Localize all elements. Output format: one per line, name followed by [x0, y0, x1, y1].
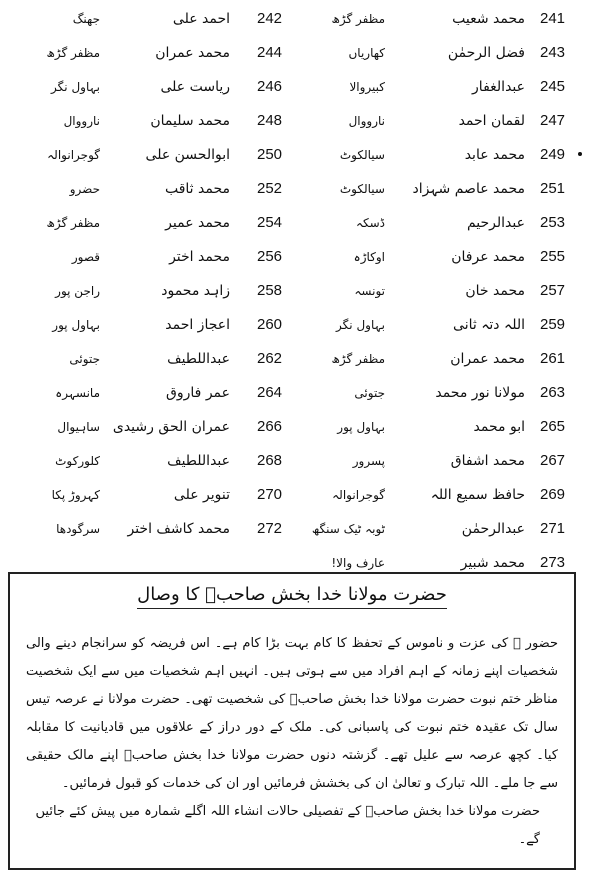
entry-name: محمد عرفان: [451, 249, 525, 265]
entry-name: حافظ سمیع اللہ: [430, 487, 525, 503]
entry-number: 263: [540, 384, 566, 401]
entry-city: سرگودھا: [56, 522, 100, 536]
entry-city: نارووال: [63, 114, 100, 128]
list-row: [0, 376, 590, 410]
entry-name: ابو محمد: [473, 419, 525, 435]
entry-number: 243: [540, 44, 566, 61]
entry-number: 252: [257, 180, 283, 197]
notice-title-text: حضرت مولانا خدا بخش صاحبؒ کا وصال: [137, 584, 447, 609]
notice-title: [10, 584, 574, 605]
entry-number: 267: [540, 452, 566, 469]
entry-city: مظفر گڑھ: [46, 46, 100, 60]
entry-city: سیالکوٹ: [339, 148, 385, 162]
entry-number: 265: [540, 418, 566, 435]
entry-city: بہاول پور: [52, 318, 100, 332]
entry-name: اعجاز احمد: [165, 317, 230, 333]
entry-number: 269: [540, 486, 566, 503]
entry-name: محمد عمران: [450, 351, 525, 367]
entry-name: محمد عابد: [464, 147, 525, 163]
entry-name: محمد شبیر: [460, 555, 525, 571]
entry-name: عبدالغفار: [472, 79, 525, 95]
list-row: [0, 36, 590, 70]
entry-city: عارف والا!: [331, 556, 385, 570]
entry-number: 246: [257, 78, 283, 95]
entry-name: فضل الرحمٰن: [447, 45, 525, 61]
entry-name: عبدالرحمٰن: [461, 521, 525, 537]
entry-name: عبداللطیف: [167, 453, 230, 469]
entry-name: عمر فاروق: [166, 385, 230, 401]
entry-city: مظفر گڑھ: [331, 352, 385, 366]
entry-city: سیالکوٹ: [339, 182, 385, 196]
list-row: [0, 70, 590, 104]
entry-name: عبدالرحیم: [466, 215, 525, 231]
entry-number: 244: [257, 44, 283, 61]
entry-number: 264: [257, 384, 283, 401]
entry-city: ساہیوال: [57, 420, 100, 434]
entry-city: کبیروالا: [349, 80, 385, 94]
entry-name: محمد خان: [465, 283, 525, 299]
entry-name: ابوالحسن علی: [145, 147, 230, 163]
list-row: [0, 172, 590, 206]
notice-body: [26, 630, 558, 854]
entry-number: 242: [257, 10, 283, 27]
entry-city: مظفر گڑھ: [46, 216, 100, 230]
entry-city: ڈسکہ: [355, 216, 385, 230]
entry-number: 258: [257, 282, 283, 299]
list-row: [0, 308, 590, 342]
entry-name: تنویر علی: [173, 487, 230, 503]
entry-number: 270: [257, 486, 283, 503]
entry-city: تونسہ: [354, 284, 385, 298]
entry-name: محمد عمیر: [165, 215, 230, 231]
entry-number: 248: [257, 112, 283, 129]
entry-city: گوجرانوالہ: [332, 488, 385, 502]
entry-name: احمد علی: [172, 11, 230, 27]
entry-number: 273: [540, 554, 566, 571]
entry-name: محمد سلیمان: [150, 113, 230, 129]
list-row: [0, 478, 590, 512]
entry-name: عمران الحق رشیدی: [112, 419, 230, 435]
entry-name: مولانا نور محمد: [435, 385, 525, 401]
entry-name: محمد کاشف اختر: [127, 521, 230, 537]
entry-city: قصور: [71, 250, 100, 264]
list-row: [0, 138, 590, 172]
entry-city: بہاول پور: [337, 420, 385, 434]
entry-number: 272: [257, 520, 283, 537]
entry-number: 260: [257, 316, 283, 333]
entry-number: 255: [540, 248, 566, 265]
notice-paragraph: حضور ﷺ کی عزت و ناموس کے تحفظ کا کام بہت بڑا کام ہے۔ اس فریضہ کو سرانجام دینے والی شخصیات اپنے زمانہ کے اہم افراد میں سے ہوتی ہیں۔ انہیں اہم شخصیات میں سے ایک شخصیت مناظر ختم نبوت حضرت مولانا خدا بخش صاحبؒ کی شخصیت تھی۔ حضرت مولانا نے عرصہ تیس سال تک عقیدہ ختم نبوت کی پاسبانی کی۔ ملک کے دور دراز کے علاقوں میں قادیانیت کا مقابلہ کیا۔ کچھ عرصہ سے علیل تھے۔ گزشتہ دنوں حضرت مولانا خدا بخش صاحبؒ اپنے مالک حقیقی سے جا ملے۔ اللہ تبارک و تعالیٰ ان کی بخشش فرمائیں اور ان کی خدمات کو قبول فرمائیں۔: [26, 636, 558, 791]
entry-name: محمد اشفاق: [450, 453, 525, 469]
entry-name: محمد عاصم شہزاد: [412, 181, 525, 197]
list-row: [0, 444, 590, 478]
entry-number: 261: [540, 350, 566, 367]
entry-number: 259: [540, 316, 566, 333]
entry-city: اوکاڑہ: [353, 250, 385, 264]
entry-number: 253: [540, 214, 566, 231]
entry-number: 247: [540, 112, 566, 129]
entry-city: نارووال: [348, 114, 385, 128]
entry-city: مانسہرہ: [55, 386, 100, 400]
entry-city: مظفر گڑھ: [331, 12, 385, 26]
entry-number: 271: [540, 520, 566, 537]
entry-name: ریاست علی: [160, 79, 230, 95]
entry-number: 245: [540, 78, 566, 95]
entry-name: زاہد محمود: [161, 283, 230, 299]
list-row: [0, 410, 590, 444]
entry-city: ٹوبہ ٹیک سنگھ: [311, 522, 385, 536]
list-row: [0, 512, 590, 546]
entry-name: اللہ دتہ ثانی: [453, 317, 525, 333]
entry-city: بہاول نگر: [51, 80, 100, 94]
entry-city: جتوئی: [69, 352, 100, 366]
entry-city: بہاول نگر: [336, 318, 385, 332]
entry-name: محمد اختر: [169, 249, 230, 265]
list-row: [0, 206, 590, 240]
entry-city: کہروڑ پکا: [51, 488, 100, 502]
entry-number: 266: [257, 418, 283, 435]
entry-number: 254: [257, 214, 283, 231]
entry-number: 251: [540, 180, 566, 197]
entry-number: 257: [540, 282, 566, 299]
entry-city: گوجرانوالہ: [47, 148, 100, 162]
list-row: [0, 342, 590, 376]
list-row: [0, 274, 590, 308]
list-row: [0, 240, 590, 274]
list-row: [0, 2, 590, 36]
entry-city: پسرور: [352, 454, 385, 468]
entry-city: جتوئی: [354, 386, 385, 400]
entry-name: محمد شعیب: [452, 11, 525, 27]
stray-dot: [578, 152, 582, 156]
entry-city: راجن پور: [55, 284, 100, 298]
entry-city: حضرو: [69, 182, 100, 196]
entry-city: جھنگ: [72, 12, 100, 26]
entry-city: کلورکوٹ: [55, 454, 100, 468]
entry-name: عبداللطیف: [167, 351, 230, 367]
entry-number: 268: [257, 452, 283, 469]
entry-name: محمد عمران: [155, 45, 230, 61]
entry-name: لقمان احمد: [458, 113, 525, 129]
entry-name: محمد ثاقب: [164, 181, 230, 197]
notice-footer: حضرت مولانا خدا بخش صاحبؒ کے تفصیلی حالات انشاء اللہ اگلے شمارہ میں پیش کئے جائیں گے۔: [35, 804, 540, 847]
list-row: [0, 104, 590, 138]
entry-number: 262: [257, 350, 283, 367]
entry-number: 256: [257, 248, 283, 265]
entry-city: کھاریاں: [348, 46, 385, 60]
entry-number: 241: [540, 10, 566, 27]
entry-number: 249: [540, 146, 566, 163]
obituary-notice-box: [8, 572, 576, 870]
entry-number: 250: [257, 146, 283, 163]
